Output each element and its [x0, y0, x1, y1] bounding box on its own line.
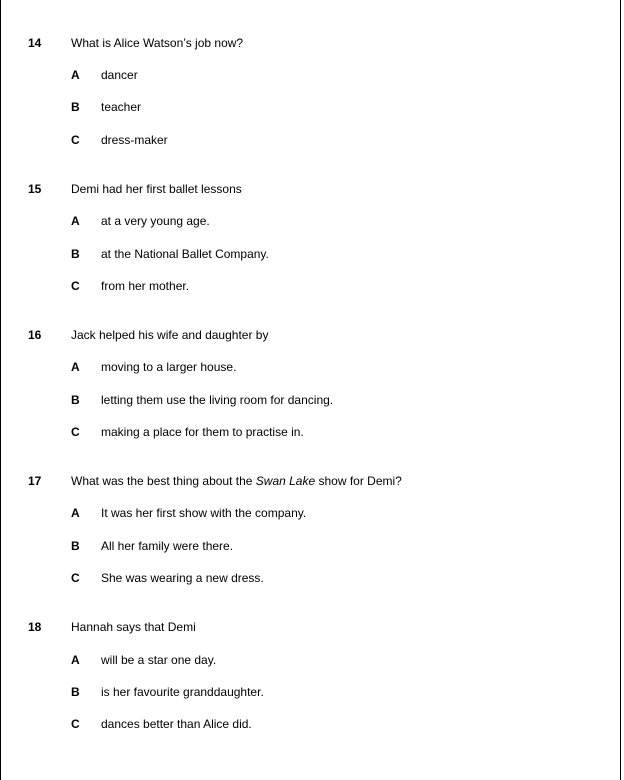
question-number: 14: [28, 36, 42, 50]
question-16: [1, 328, 621, 488]
option-b[interactable]: [1, 247, 621, 263]
option-letter: A: [71, 653, 80, 667]
option-text: dancer: [101, 68, 138, 82]
option-a[interactable]: [1, 214, 621, 230]
option-a[interactable]: [1, 360, 621, 376]
option-b[interactable]: [1, 539, 621, 555]
stem-text: show for Demi?: [315, 474, 402, 488]
option-b[interactable]: [1, 393, 621, 409]
option-b[interactable]: [1, 685, 621, 701]
question-stem: [71, 620, 196, 634]
option-a[interactable]: [1, 68, 621, 84]
option-a[interactable]: [1, 506, 621, 522]
option-letter: B: [71, 539, 80, 553]
option-c[interactable]: [1, 279, 621, 295]
option-letter: C: [71, 717, 80, 731]
stem-text: Jack helped his wife and daughter by: [71, 328, 269, 342]
question-17: [1, 474, 621, 634]
option-text: from her mother.: [101, 279, 190, 293]
stem-text: What was the best thing about the: [71, 474, 256, 488]
option-letter: A: [71, 68, 80, 82]
show-title: Swan Lake: [255, 474, 316, 488]
stem-text: Demi had her first ballet lessons: [71, 182, 242, 196]
question-15: [1, 182, 621, 342]
question-stem: [71, 182, 242, 196]
option-text: dances better than Alice did.: [101, 717, 252, 731]
option-letter: B: [71, 100, 80, 114]
option-letter: B: [71, 685, 80, 699]
option-letter: A: [71, 360, 80, 374]
option-text: will be a star one day.: [101, 653, 217, 667]
option-c[interactable]: [1, 133, 621, 149]
option-text: teacher: [101, 100, 142, 114]
stem-text: Hannah says that Demi: [71, 620, 196, 634]
option-letter: C: [71, 425, 80, 439]
question-18: [1, 620, 621, 780]
question-number: 18: [28, 620, 42, 634]
option-letter: B: [71, 247, 80, 261]
option-text: She was wearing a new dress.: [101, 571, 264, 585]
option-text: is her favourite granddaughter.: [101, 685, 264, 699]
option-text: making a place for them to practise in.: [101, 425, 304, 439]
option-a[interactable]: [1, 653, 621, 669]
option-text: at the National Ballet Company.: [101, 247, 269, 261]
option-text: letting them use the living room for dancing.: [101, 393, 334, 407]
option-letter: A: [71, 506, 80, 520]
question-number: 16: [28, 328, 42, 342]
option-letter: C: [71, 279, 80, 293]
option-text: dress-maker: [101, 133, 168, 147]
question-number: 17: [28, 474, 42, 488]
option-text: at a very young age.: [101, 214, 210, 228]
question-stem: [71, 328, 268, 342]
option-text: All her family were there.: [101, 539, 234, 553]
question-stem: [71, 474, 402, 488]
question-number: 15: [28, 182, 42, 196]
option-letter: C: [71, 571, 80, 585]
question-stem: [71, 36, 243, 50]
option-letter: C: [71, 133, 80, 147]
option-letter: B: [71, 393, 80, 407]
option-b[interactable]: [1, 100, 621, 116]
stem-text: What is Alice Watson’s job now?: [71, 36, 244, 50]
question-14: [1, 36, 621, 196]
option-c[interactable]: [1, 717, 621, 733]
option-letter: A: [71, 214, 80, 228]
option-text: It was her first show with the company.: [101, 506, 307, 520]
option-c[interactable]: [1, 425, 621, 441]
option-text: moving to a larger house.: [101, 360, 237, 374]
option-c[interactable]: [1, 571, 621, 587]
